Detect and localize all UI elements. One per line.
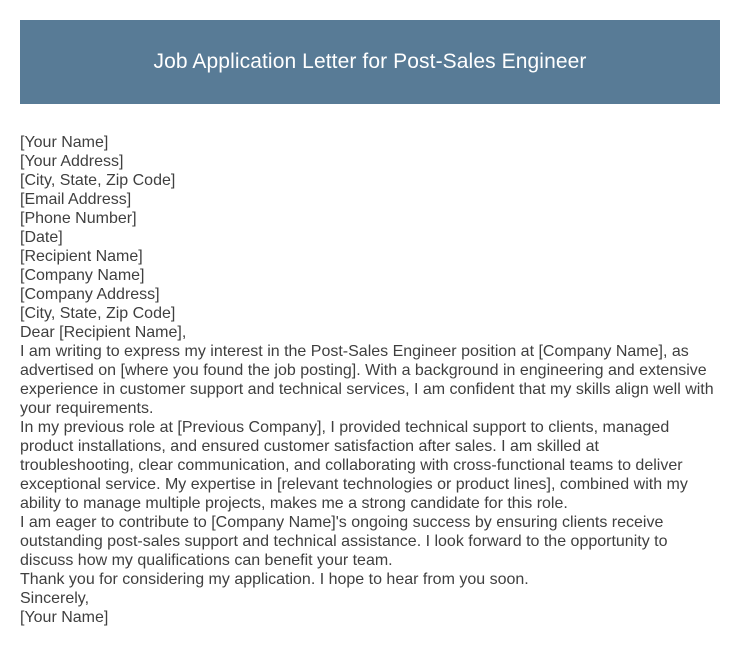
signature-name: [Your Name] (20, 609, 109, 626)
recipient-name: [Recipient Name] (20, 248, 143, 265)
paragraph-2-line: In my previous role at [Previous Company], I provided technical support to clients, managed (20, 419, 670, 436)
sign-off: Sincerely, (20, 590, 90, 607)
paragraph-3-line: I am eager to contribute to [Company Name]'s ongoing success by ensuring clients receive (20, 514, 664, 531)
paragraph-1-line: your requirements. (20, 400, 154, 417)
paragraph-2-line: troubleshooting, clear communication, and collaborating with cross-functional teams to deliver (20, 457, 683, 474)
sender-phone: [Phone Number] (20, 210, 137, 227)
sender-address: [Your Address] (20, 153, 124, 170)
paragraph-3-line: outstanding post-sales support and technical assistance. I look forward to the opportunity to (20, 533, 668, 550)
letter-date: [Date] (20, 229, 63, 246)
paragraph-2-line: product installations, and ensured customer satisfaction after sales. I am skilled at (20, 438, 599, 455)
paragraph-3-line: discuss how my qualifications can benefit your team. (20, 552, 393, 569)
paragraph-2-line: ability to manage multiple projects, makes me a strong candidate for this role. (20, 495, 568, 512)
sender-city-state-zip: [City, State, Zip Code] (20, 172, 176, 189)
letter-body (20, 133, 724, 627)
title-banner (20, 20, 720, 104)
recipient-company: [Company Name] (20, 267, 145, 284)
paragraph-1-line: I am writing to express my interest in the Post-Sales Engineer position at [Company Name], as (20, 343, 689, 360)
closing-paragraph: Thank you for considering my application. I hope to hear from you soon. (20, 571, 529, 588)
salutation: Dear [Recipient Name], (20, 324, 187, 341)
recipient-company-address: [Company Address] (20, 286, 160, 303)
paragraph-1-line: experience in customer support and technical services, I am confident that my skills align well with (20, 381, 714, 398)
sender-email: [Email Address] (20, 191, 132, 208)
paragraph-1-line: advertised on [where you found the job posting]. With a background in engineering and extensive (20, 362, 707, 379)
sender-name: [Your Name] (20, 134, 109, 151)
page-title: Job Application Letter for Post-Sales Engineer (153, 50, 587, 73)
paragraph-2-line: exceptional service. My expertise in [relevant technologies or product lines], combined with my (20, 476, 688, 493)
recipient-city-state-zip: [City, State, Zip Code] (20, 305, 176, 322)
